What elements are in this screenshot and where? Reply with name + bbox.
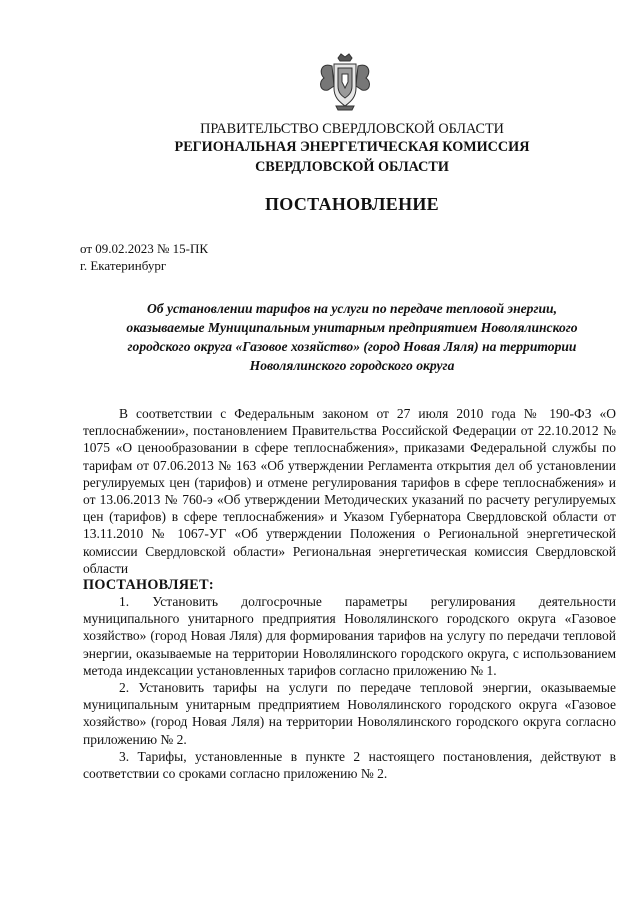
document-body — [83, 405, 616, 782]
decree-word: ПОСТАНОВЛЯЕТ: — [83, 577, 214, 594]
item-paragraph-1: 1. Установить долгосрочные параметры регулирования деятельности муниципального унитарного предприятия Новолялинского городского округа «Газовое хозяйство» (город Новая Ляля) для формирования тарифов на услугу по передачи тепловой энергии, оказываемые на территории Новолялинского городского округа, с использованием метода индексации установленных тарифов согласно приложению № 1. — [83, 594, 616, 678]
coat-of-arms-emblem — [314, 52, 376, 114]
subject-line: городского округа «Газовое хозяйство» (город Новая Ляля) на территории — [127, 339, 577, 354]
subject-line: оказываемые Муниципальным унитарным предприятием Новолялинского — [126, 320, 578, 335]
document-title: ПОСТАНОВЛЕНИЕ — [265, 194, 439, 214]
item-paragraph-3: 3. Тарифы, установленные в пункте 2 настоящего постановления, действуют в соответствии со сроками согласно приложению № 2. — [83, 748, 616, 782]
document-date-number: от 09.02.2023 № 15-ПК — [80, 241, 209, 256]
document-subject — [0, 299, 640, 375]
header-commission: РЕГИОНАЛЬНАЯ ЭНЕРГЕТИЧЕСКАЯ КОМИССИЯ — [174, 139, 530, 155]
subject-line: Об установлении тарифов на услуги по передаче тепловой энергии, — [146, 301, 557, 316]
preamble-paragraph: В соответствии с Федеральным законом от 27 июля 2010 года № 190-ФЗ «О теплоснабжении», постановлением Правительства Российской Федерации от 22.10.2012 № 1075 «О ценообразовании в сфере теплоснабжения», приказами Федеральной службы по тарифам от 07.06.2013 № 163 «Об утверждении Регламента открытия дел об установлении регулируемых цен (тарифов) и отмене регулирования тарифов в сфере теплоснабжения» и от 13.06.2013 № 760-э «Об утверждении Методических указаний по расчету регулируемых цен (тарифов) в сфере теплоснабжения» и Указом Губернатора Свердловской области от 13.11.2010 № 1067-УГ «Об утверждении Положения о Региональной энергетической комиссии Свердловской области» Региональная энергетическая комиссия Свердловской области — [83, 406, 616, 576]
item-paragraph-2: 2. Установить тарифы на услуги по передаче тепловой энергии, оказываемые муниципальным унитарным предприятием Новолялинского городского округа «Газовое хозяйство» (город Новая Ляля) на территории Новолялинского городского округа согласно приложению № 2. — [83, 680, 616, 747]
document-city: г. Екатеринбург — [80, 258, 167, 273]
header-region: СВЕРДЛОВСКОЙ ОБЛАСТИ — [255, 159, 449, 175]
header-government: ПРАВИТЕЛЬСТВО СВЕРДЛОВСКОЙ ОБЛАСТИ — [200, 121, 504, 137]
subject-line: Новолялинского городского округа — [249, 358, 455, 373]
